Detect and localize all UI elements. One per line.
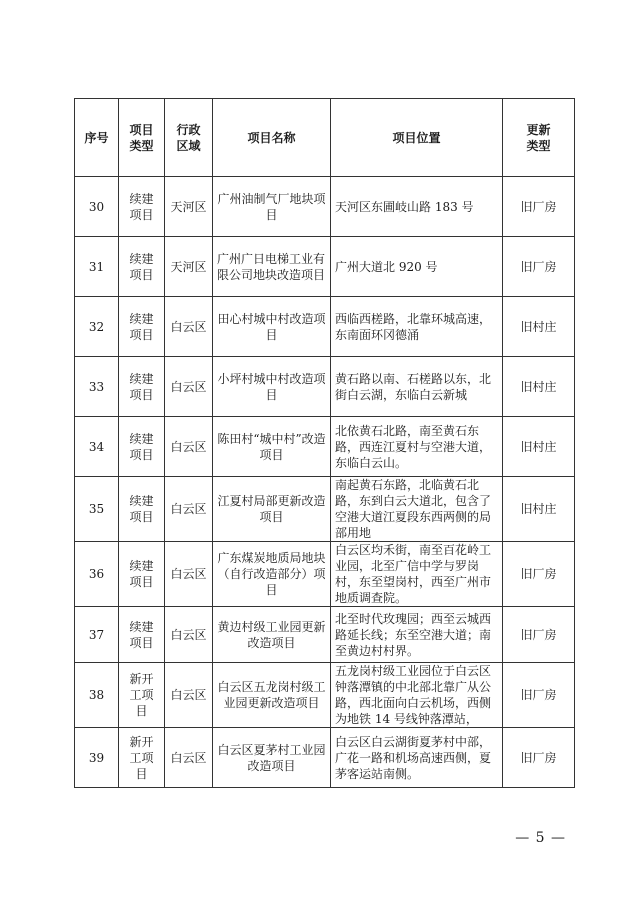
cell-district: 白云区 — [165, 728, 213, 788]
cell-serial: 33 — [75, 357, 119, 417]
cell-project-type: 续建 项目 — [119, 177, 165, 237]
cell-project-location: 黄石路以南、石槎路以东，北街白云湖，东临白云新城 — [331, 357, 503, 417]
header-project-location: 项目位置 — [331, 99, 503, 177]
cell-project-type: 续建 项目 — [119, 297, 165, 357]
cell-serial: 31 — [75, 237, 119, 297]
cell-district: 白云区 — [165, 417, 213, 477]
cell-project-location: 天河区东圃岐山路 183 号 — [331, 177, 503, 237]
cell-project-name: 陈田村“城中村”改造项目 — [213, 417, 331, 477]
table-row — [75, 607, 575, 663]
cell-project-location: 白云区均禾街，南至百花岭工业园，北至广信中学与罗岗村，东至望岗村，西至广州市地质调查院。 — [331, 542, 503, 607]
cell-district: 白云区 — [165, 607, 213, 663]
cell-serial: 37 — [75, 607, 119, 663]
header-serial: 序号 — [75, 99, 119, 177]
cell-district: 天河区 — [165, 177, 213, 237]
cell-project-location: 广州大道北 920 号 — [331, 237, 503, 297]
cell-project-type: 新开 工项 目 — [119, 663, 165, 728]
cell-project-location: 白云区白云湖街夏茅村中部，广花一路和机场高速西侧，夏茅客运站南侧。 — [331, 728, 503, 788]
cell-serial: 38 — [75, 663, 119, 728]
header-district: 行政 区域 — [165, 99, 213, 177]
header-project-name: 项目名称 — [213, 99, 331, 177]
table-row — [75, 728, 575, 788]
cell-serial: 36 — [75, 542, 119, 607]
cell-project-type: 续建 项目 — [119, 542, 165, 607]
cell-serial: 30 — [75, 177, 119, 237]
cell-project-name: 广州广日电梯工业有限公司地块改造项目 — [213, 237, 331, 297]
table-row — [75, 542, 575, 607]
cell-project-name: 田心村城中村改造项目 — [213, 297, 331, 357]
cell-district: 白云区 — [165, 477, 213, 542]
cell-project-location: 北至时代玫瑰园；西至云城西路延长线；东至空港大道；南至黄边村村界。 — [331, 607, 503, 663]
cell-update-type: 旧厂房 — [503, 728, 575, 788]
cell-project-type: 续建 项目 — [119, 237, 165, 297]
table-row — [75, 237, 575, 297]
header-update-type: 更新 类型 — [503, 99, 575, 177]
cell-update-type: 旧村庄 — [503, 297, 575, 357]
cell-update-type: 旧村庄 — [503, 477, 575, 542]
cell-project-name: 广东煤炭地质局地块（自行改造部分）项目 — [213, 542, 331, 607]
cell-update-type: 旧厂房 — [503, 237, 575, 297]
cell-update-type: 旧厂房 — [503, 177, 575, 237]
cell-district: 白云区 — [165, 663, 213, 728]
table-row — [75, 357, 575, 417]
cell-update-type: 旧村庄 — [503, 417, 575, 477]
table-row — [75, 297, 575, 357]
cell-district: 白云区 — [165, 357, 213, 417]
cell-project-name: 小坪村城中村改造项目 — [213, 357, 331, 417]
cell-serial: 32 — [75, 297, 119, 357]
cell-project-location: 西临西槎路，北靠环城高速，东南面环冈德涌 — [331, 297, 503, 357]
cell-district: 天河区 — [165, 237, 213, 297]
cell-project-location: 北依黄石北路，南至黄石东路，西连江夏村与空港大道，东临白云山。 — [331, 417, 503, 477]
cell-project-type: 新开 工项 目 — [119, 728, 165, 788]
cell-update-type: 旧厂房 — [503, 542, 575, 607]
project-table — [74, 98, 575, 788]
cell-project-location: 五龙岗村级工业园位于白云区钟落潭镇的中北部北靠广从公路，西北面向白云机场，西侧为地铁 14 号线钟落潭站， — [331, 663, 503, 728]
table-header-row — [75, 99, 575, 177]
cell-project-name: 黄边村级工业园更新改造项目 — [213, 607, 331, 663]
cell-project-name: 江夏村局部更新改造项目 — [213, 477, 331, 542]
cell-update-type: 旧厂房 — [503, 607, 575, 663]
table-row — [75, 663, 575, 728]
table-row — [75, 417, 575, 477]
cell-serial: 35 — [75, 477, 119, 542]
cell-project-type: 续建 项目 — [119, 357, 165, 417]
cell-project-type: 续建 项目 — [119, 417, 165, 477]
cell-serial: 39 — [75, 728, 119, 788]
cell-project-type: 续建 项目 — [119, 607, 165, 663]
cell-project-name: 白云区夏茅村工业园改造项目 — [213, 728, 331, 788]
cell-project-name: 广州油制气厂地块项目 — [213, 177, 331, 237]
cell-district: 白云区 — [165, 297, 213, 357]
cell-district: 白云区 — [165, 542, 213, 607]
header-project-type: 项目 类型 — [119, 99, 165, 177]
cell-update-type: 旧厂房 — [503, 663, 575, 728]
cell-project-name: 白云区五龙岗村级工业园更新改造项目 — [213, 663, 331, 728]
cell-update-type: 旧村庄 — [503, 357, 575, 417]
cell-project-location: 南起黄石东路，北临黄石北路，东到白云大道北，包含了空港大道江夏段东西两侧的局部用地 — [331, 477, 503, 542]
cell-serial: 34 — [75, 417, 119, 477]
table-row — [75, 477, 575, 542]
page-number: — 5 — — [515, 830, 566, 846]
cell-project-type: 续建 项目 — [119, 477, 165, 542]
table-row — [75, 177, 575, 237]
